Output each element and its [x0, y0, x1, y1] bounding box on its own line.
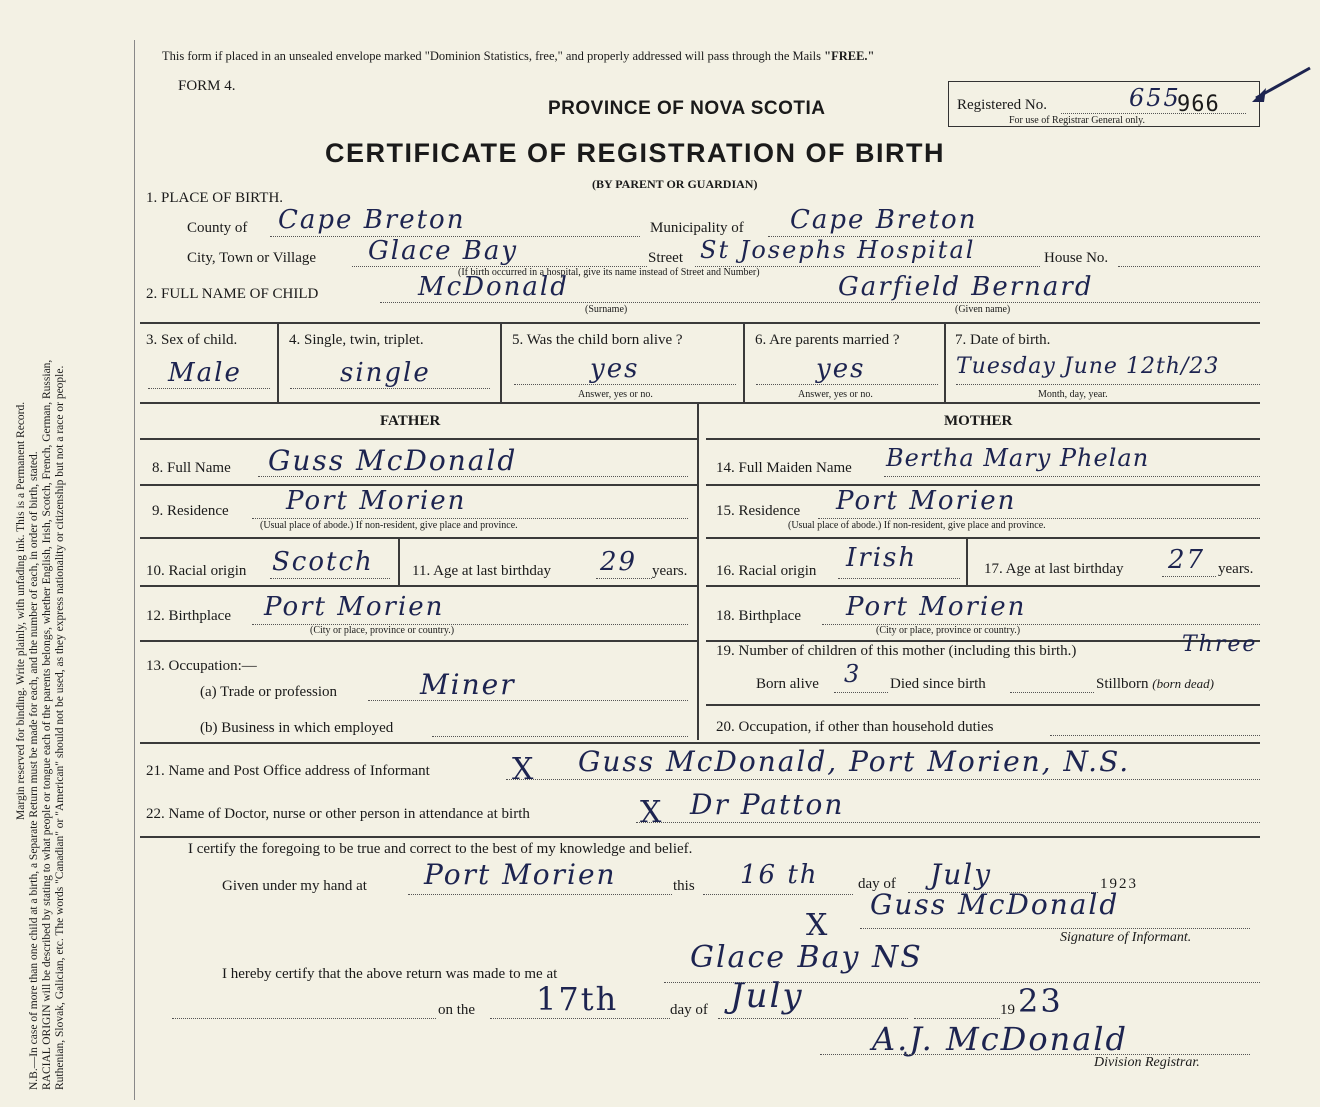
certify-month: July: [930, 858, 993, 891]
hospital-note: (If birth occurred in a hospital, give its name instead of Street and Number): [458, 267, 760, 278]
sex-value: Male: [168, 358, 242, 388]
doctor-mark: X: [640, 795, 664, 830]
plurality-value: single: [340, 358, 431, 388]
day-of-label: day of: [858, 876, 896, 892]
doctor-value: Dr Patton: [690, 788, 845, 821]
registrar-year-prefix: 19: [1000, 1002, 1015, 1018]
father-racial-label: 10. Racial origin: [146, 563, 247, 579]
father-birthplace-label: 12. Birthplace: [146, 608, 231, 624]
father-age-label: 11. Age at last birthday: [412, 563, 551, 579]
date-of-birth-value: Tuesday June 12th/23: [956, 354, 1220, 379]
father-birthplace-note: (City or place, province or country.): [310, 625, 455, 636]
mother-birthplace-value: Port Morien: [846, 592, 1027, 622]
registered-handwritten: 655: [1129, 84, 1181, 112]
certificate-subtitle: (BY PARENT OR GUARDIAN): [592, 177, 758, 191]
born-alive-answer: yes: [590, 354, 640, 384]
trade-value: Miner: [420, 668, 516, 701]
certify-statement: I certify the foregoing to be true and correct to the best of my knowledge and belief.: [188, 841, 693, 857]
mother-birthplace-label: 18. Birthplace: [716, 608, 801, 624]
mother-residence-value: Port Morien: [836, 486, 1017, 516]
date-note: Month, day, year.: [1038, 389, 1108, 400]
father-residence-note: (Usual place of abode.) If non-resident, give place and province.: [260, 520, 518, 531]
certify-day: 16 th: [740, 860, 819, 890]
registered-box: [948, 81, 1260, 127]
given-name-note: (Given name): [955, 304, 1011, 315]
child-given-name: Garfield Bernard: [838, 272, 1094, 302]
mother-racial-value: Irish: [846, 543, 918, 573]
business-label: (b) Business in which employed: [200, 720, 394, 736]
registrar-signature: A.J. McDonald: [872, 1020, 1128, 1058]
street-value: St Josephs Hospital: [700, 236, 976, 264]
yes-no-note: Answer, yes or no.: [578, 389, 653, 400]
children-count-value: Three: [1182, 632, 1258, 657]
father-heading: FATHER: [380, 413, 441, 429]
mother-years-label: years.: [1218, 561, 1254, 577]
sex-label: 3. Sex of child.: [146, 332, 238, 348]
county-label: County of: [187, 220, 248, 236]
registrar-year: 23: [1018, 982, 1063, 1020]
father-years-label: years.: [652, 563, 688, 579]
child-name-label: 2. FULL NAME OF CHILD: [146, 286, 319, 302]
this-label: this: [673, 878, 695, 894]
father-name-label: 8. Full Name: [152, 460, 231, 476]
margin-line: N.B.—In case of more than one child at a birth, a Separate Return must be made for each, and the number of each, in order of birth, stated.: [28, 451, 40, 1090]
father-age-value: 29: [600, 547, 638, 577]
doctor-label: 22. Name of Doctor, nurse or other person in attendance at birth: [146, 806, 530, 822]
on-the-label: on the: [438, 1002, 476, 1018]
registered-label: Registered No.: [957, 97, 1047, 113]
mother-residence-label: 15. Residence: [716, 503, 801, 519]
mother-occupation-label: 20. Occupation, if other than household duties: [716, 719, 994, 735]
mother-residence-note: (Usual place of abode.) If non-resident, give place and province.: [788, 520, 1046, 531]
trade-label: (a) Trade or profession: [200, 684, 338, 700]
born-alive-label: Born alive: [756, 676, 819, 692]
mother-age-label: 17. Age at last birthday: [984, 561, 1124, 577]
arrow-mark: [1246, 62, 1316, 112]
certificate-title: CERTIFICATE OF REGISTRATION OF BIRTH: [325, 138, 945, 168]
margin-rule: [134, 40, 135, 1100]
registrar-day-of-label: day of: [670, 1002, 708, 1018]
died-since-birth-label: Died since birth: [890, 676, 986, 692]
city-label: City, Town or Village: [187, 250, 317, 266]
occupation-label: 13. Occupation:—: [146, 658, 257, 674]
mother-birthplace-note: (City or place, province or country.): [876, 625, 1021, 636]
margin-line: Ruthenian, Slovak, Galician, etc. The words "Canadian" or "American" should not be used, as they express nationality or citizenship but not a race or people.: [54, 365, 66, 1090]
born-alive-question: 5. Was the child born alive ?: [512, 332, 683, 348]
division-registrar-label: Division Registrar.: [1094, 1055, 1200, 1070]
father-residence-value: Port Morien: [286, 486, 467, 516]
father-name-value: Guss McDonald: [268, 444, 518, 477]
parents-married-answer: yes: [816, 354, 866, 384]
municipality-label: Municipality of: [650, 220, 744, 236]
father-residence-label: 9. Residence: [152, 503, 229, 519]
certify-place: Port Morien: [424, 858, 617, 891]
margin-notes: [15, 90, 105, 1090]
informant-signature: Guss McDonald: [870, 888, 1120, 921]
street-label: Street: [648, 250, 683, 266]
born-alive-value: 3: [844, 660, 862, 688]
margin-line: RACIAL ORIGIN will be described by stating to what people or tongue each of the parents belongs, whether English, Irish, Scotch, French, German, Russian,: [41, 359, 53, 1090]
registrar-statement: I hereby certify that the above return was made to me at: [222, 966, 558, 982]
father-racial-value: Scotch: [272, 547, 374, 577]
house-label: House No.: [1044, 250, 1109, 266]
mother-name-label: 14. Full Maiden Name: [716, 460, 852, 476]
given-under-label: Given under my hand at: [222, 878, 367, 894]
child-surname: McDonald: [418, 272, 569, 302]
margin-line: Margin reserved for binding. Write plainly, with unfading ink. This is a Permanent Record.: [15, 401, 27, 820]
mother-age-value: 27: [1168, 545, 1206, 575]
registered-stamp: 966: [1177, 92, 1220, 117]
mother-racial-label: 16. Racial origin: [716, 563, 817, 579]
parents-married-question: 6. Are parents married ?: [755, 332, 900, 348]
signature-informant-label: Signature of Informant.: [1060, 930, 1192, 945]
signature-mark: X: [806, 908, 830, 943]
children-count-label: 19. Number of children of this mother (including this birth.): [716, 643, 1077, 659]
registrar-month: July: [730, 976, 804, 1016]
registrar-note: For use of Registrar General only.: [1009, 115, 1145, 126]
stillborn-label: Stillborn (born dead): [1096, 676, 1215, 692]
surname-note: (Surname): [585, 304, 628, 315]
registrar-place: Glace Bay NS: [690, 940, 923, 975]
place-heading: 1. PLACE OF BIRTH.: [146, 190, 284, 206]
informant-mark: X: [512, 752, 536, 787]
informant-label: 21. Name and Post Office address of Informant: [146, 763, 430, 779]
mother-heading: MOTHER: [944, 413, 1013, 429]
city-value: Glace Bay: [368, 236, 519, 266]
mail-notice: This form if placed in an unsealed envelope marked "Dominion Statistics, free," and properly addressed will pass through the Mails "FREE.": [162, 49, 875, 63]
date-of-birth-label: 7. Date of birth.: [955, 332, 1051, 348]
certify-year: 1923: [1100, 876, 1138, 892]
province-title: PROVINCE OF NOVA SCOTIA: [548, 98, 826, 119]
municipality-value: Cape Breton: [790, 205, 978, 235]
mother-name-value: Bertha Mary Phelan: [886, 444, 1150, 472]
yes-no-note: Answer, yes or no.: [798, 389, 873, 400]
county-value: Cape Breton: [278, 205, 466, 235]
registrar-day: 17th: [536, 980, 619, 1018]
informant-value: Guss McDonald, Port Morien, N.S.: [578, 745, 1131, 778]
plurality-label: 4. Single, twin, triplet.: [289, 332, 424, 348]
father-birthplace-value: Port Morien: [264, 592, 445, 622]
form-number: FORM 4.: [178, 78, 236, 94]
